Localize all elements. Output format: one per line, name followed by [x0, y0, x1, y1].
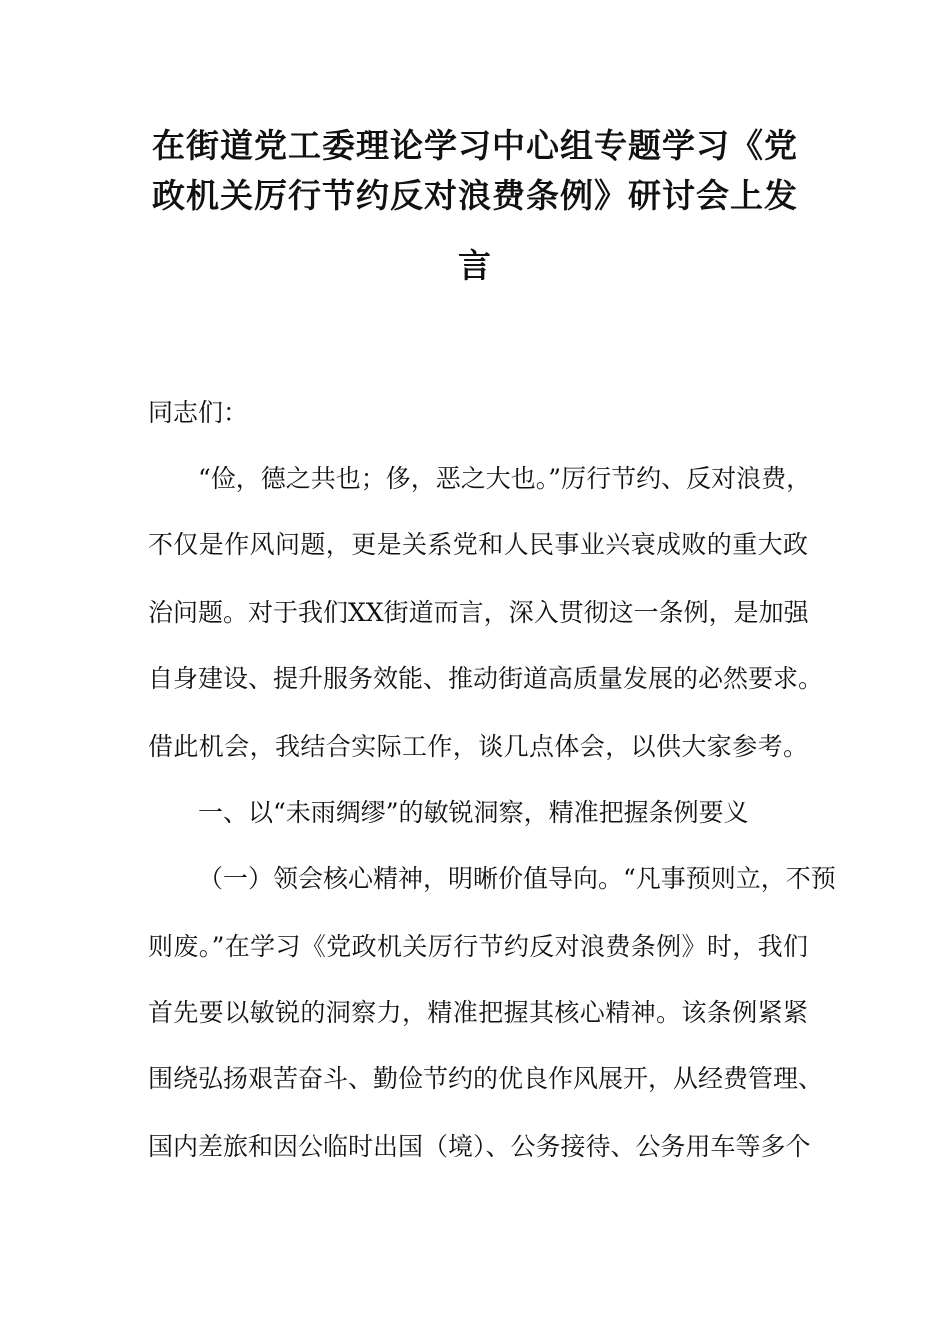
paragraph-line: 则废。”在学习《党政机关厉行节约反对浪费条例》时，我们: [148, 932, 808, 961]
paragraph-line: “俭，德之共也；侈，恶之大也。”厉行节约、反对浪费，: [198, 464, 812, 493]
title-line-2: 政机关厉行节约反对浪费条例》研讨会上发: [152, 176, 798, 215]
paragraph-line: 国内差旅和因公临时出国（境）、公务接待、公务用车等多个: [148, 1132, 811, 1161]
title-line-1: 在街道党工委理论学习中心组专题学习《党: [152, 126, 798, 165]
section-heading: 一、以“未雨绸缪”的敏锐洞察，精准把握条例要义: [198, 798, 749, 827]
paragraph-line: 不仅是作风问题，更是关系党和人民事业兴衰成败的重大政: [148, 530, 808, 559]
paragraph-line: 自身建设、提升服务效能、推动街道高质量发展的必然要求。: [148, 664, 824, 693]
paragraph-line: （一）领会核心精神，明晰价值导向。“凡事预则立，不预: [198, 864, 836, 893]
paragraph-line: 首先要以敏锐的洞察力，精准把握其核心精神。该条例紧紧: [148, 998, 808, 1027]
salutation: 同志们：: [148, 398, 249, 427]
paragraph-line: 借此机会，我结合实际工作，谈几点体会，以供大家参考。: [148, 732, 808, 761]
paragraph-line: 围绕弘扬艰苦奋斗、勤俭节约的优良作风展开，从经费管理、: [148, 1064, 824, 1093]
title-line-3: 言: [458, 246, 492, 285]
paragraph-line: 治问题。对于我们XX街道而言，深入贯彻这一条例，是加强: [148, 598, 809, 627]
